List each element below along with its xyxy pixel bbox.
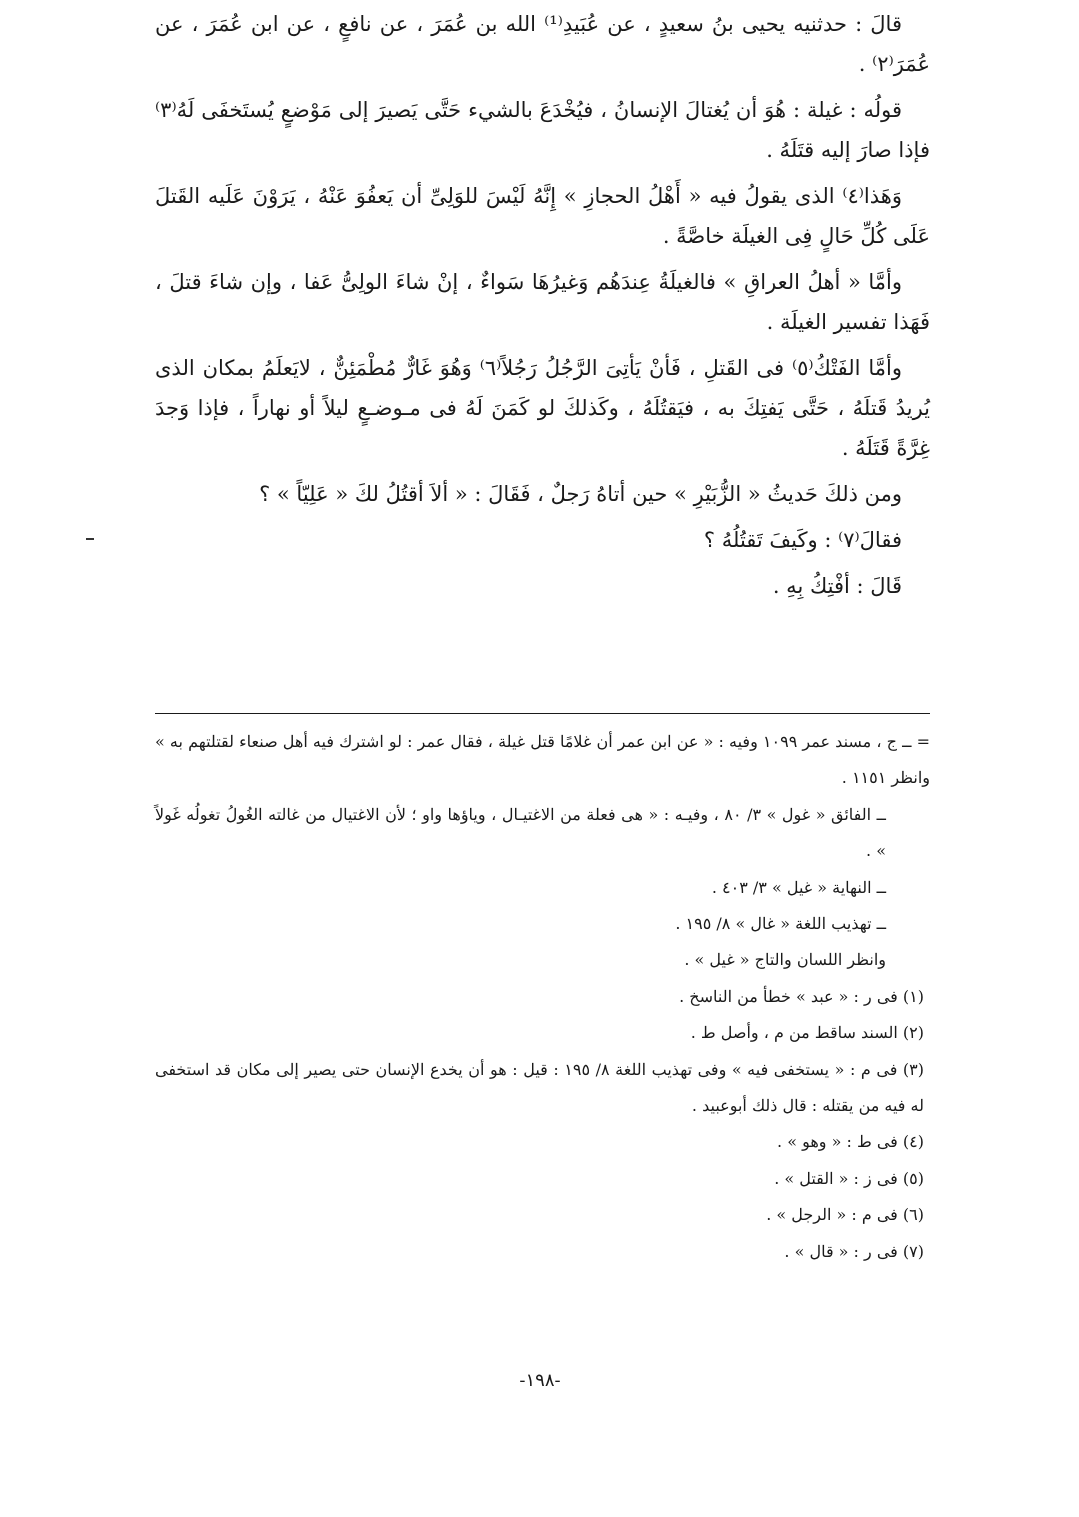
footnote-2: (٢) السند ساقط من م ، وأصل ط . (690, 1023, 924, 1043)
scan-mark (86, 538, 94, 540)
paragraph-ghila-definition: قولُه : غيلة : هُوَ أن يُغتالَ الإنسانُ ، فيُخْدَعَ بالشيء حَتَّى يَصيرَ إلى مَوْضعٍ يُستَخفَى لَهُ⁽٣⁾ فإذا صارَ إليه قتَلَهُ . (155, 98, 930, 162)
footnote-7: (٧) فى ر : « قال » . (784, 1241, 924, 1261)
footnote-3: (٣) فى م : « يستخفى فيه » وفى تهذيب اللغة ٨/ ١٩٥ : قيل : هو أن يخدع الإنسان حتى يصير إلى مكان قد استخفى له فيه من يقتله : قال ذلك أبوعبيد . (155, 1059, 925, 1116)
footnote-5: (٥) فى ز : « القتل » . (774, 1168, 924, 1188)
footnote-1: (١) فى ر : « عبد » خطأ من الناسخ . (679, 986, 924, 1006)
paragraph-iraq-opinion: وأمَّا « أهلُ العراقِ » فالغيلَةُ عِندَهُم وَغيرُهَا سَواءٌ ، إنْ شاءَ الولِىُّ عَفا ، وإن شاءَ قتلَ ، فَهَذا تفسير الغيلَة . (155, 270, 930, 334)
footnote-continuation: = ــ ج ، مسند عمر ١٠٩٩ وفيه : « عن ابن عمر أن غلامًا قتل غيلة ، فقال عمر : لو اشترك فيه أهل صنعاء لقتلتهم به » وانظر ١١٥١ . (155, 732, 931, 788)
paragraph-isnad: قالَ : حدثنيه يحيى بنُ سعيدٍ ، عن عُبَيدِ⁽¹⁾ الله بن عُمَرَ ، عن نافعٍ ، عن ابن عُمَرَ ، عن عُمَرَ⁽٢⁾ . (155, 12, 930, 76)
paragraph-dialogue-answer: قَالَ : أفْتِكُ بِهِ . (772, 574, 902, 598)
paragraph-hijaz-opinion: وَهَذا⁽٤⁾ الذى يقولُ فيه « أَهْلُ الحجازِ » إِنَّهُ لَيْسَ للوَلِىِّ أن يَعفُوَ عَنْهُ ، يَرَوْنَ عَلَيه القَتلَ عَلَى كُلِّ حَالٍ فِى الغيلَة خاصَّةً . (155, 184, 930, 248)
paragraph-zubayr-hadith: ومن ذلكَ حَديثُ « الزُّبَيْرِ » حين أتاهُ رَجلٌ ، فَقَالَ : « ألاَ أقتُلُ لكَ « عَلِيّاً » ؟ (259, 482, 902, 506)
footnote-separator (155, 713, 930, 714)
footnote-6: (٦) فى م : « الرجل » . (766, 1205, 924, 1225)
footnote-nihaya: ــ النهاية « غيل » ٣/ ٤٠٣ . (711, 877, 886, 897)
footnote-4: (٤) فى ط : « وهو » . (777, 1132, 924, 1152)
footnote-lisan: وانظر اللسان والتاج « غيل » . (684, 950, 886, 970)
footnote-tahdhib: ــ تهذيب اللغة « غال » ٨/ ١٩٥ . (675, 914, 886, 934)
main-text-block (155, 4, 930, 612)
paragraph-fatk-definition: وأمَّا الفَتْكُ⁽٥⁾ فى القَتلِ ، فَأنْ يَأتِىَ الرَّجُلُ رَجُلاً⁽٦⁾ وَهُوَ غَارٌّ مُطْمَئِنٌّ ، لايَعلَمُ بمكان الذى يُريدُ قَتلَهُ ، حَتَّى يَفتِكَ به ، فيَقتُلَهُ ، وكَذلكَ لو كَمَنَ لَهُ فى مـوضـعٍ ليلاً أو نهاراً ، فإذا وَجدَ غِرَّةً قَتَلَهُ . (155, 356, 930, 460)
book-page (155, 0, 930, 1517)
page-number: -١٩٨- (519, 1370, 561, 1391)
footnotes-block (155, 724, 930, 1270)
footnote-fa-iq: ــ الفائق « غول » ٣/ ٨٠ ، وفيـه : « هى فعلة من الاغتيـال ، وياؤها واو ؛ لأن الاغتيال من غالته الغُولُ تغولُه غَولاً » . (155, 804, 886, 861)
paragraph-dialogue-question: فقالَ⁽٧⁾ : وكَيفَ تَقتُلُهُ ؟ (703, 528, 902, 552)
